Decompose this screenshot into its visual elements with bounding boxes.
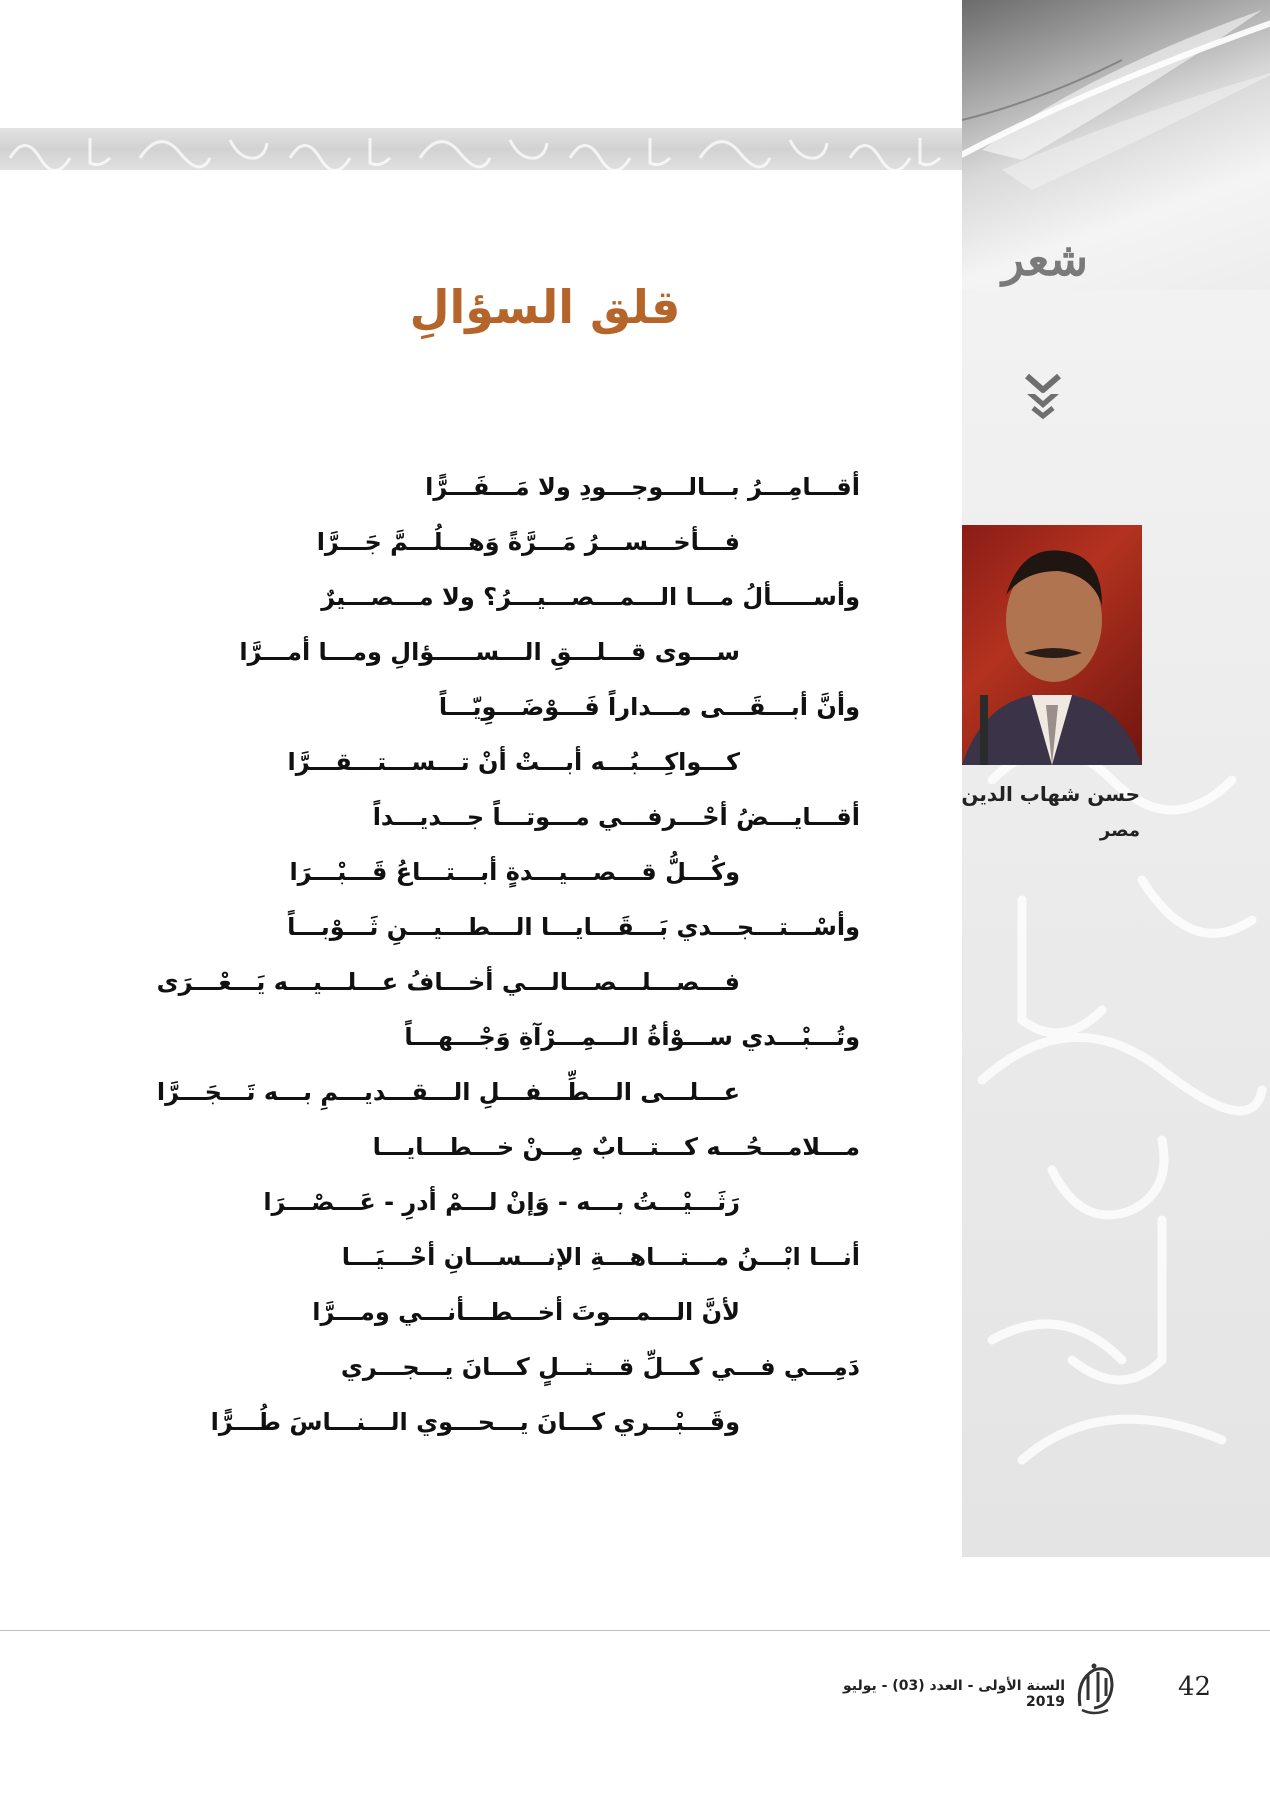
verse-line: لأنَّ الـــمـــوتَ أخـــطـــأنـــي ومـــرَّا bbox=[312, 1298, 740, 1326]
verse-line: أقـــايـــضُ أحْـــرفـــي مـــوتـــاً جـــديـــداً bbox=[372, 803, 860, 831]
calligraphy-pattern-icon bbox=[0, 128, 962, 170]
verse-line: وكُـــلُّ قـــصـــيـــدةٍ أبـــتـــاعُ قَـــبْـــرَا bbox=[289, 858, 740, 886]
author-name: حسن شهاب الدين bbox=[961, 782, 1140, 806]
verse-line: رَثَـــيْـــتُ بـــه - وَإنْ لـــمْ أدرِ - عَـــصْـــرَا bbox=[263, 1188, 740, 1216]
issue-info: السنة الأولى - العدد (03) - يوليو 2019 bbox=[842, 1678, 1065, 1710]
verse-line: وقَـــبْـــري كـــانَ يـــحـــوي الـــنـــاسَ طُـــرًّا bbox=[210, 1408, 740, 1436]
verse-line: وتُـــبْـــدي ســـوْأةُ الـــمِـــرْآةِ وَجْـــهـــاً bbox=[404, 1023, 860, 1051]
verse-line: عـــلـــى الـــطِّـــفـــلِ الـــقـــديـــمِ بـــه تَـــجَـــرَّا bbox=[156, 1078, 740, 1106]
author-country: مصر bbox=[1099, 820, 1140, 841]
verse-line: وأنَّ أبـــقَـــى مـــداراً فَـــوْضَـــوِيّـــاً bbox=[438, 693, 860, 721]
masthead-logo-icon bbox=[1072, 1660, 1118, 1716]
poem-body bbox=[156, 460, 860, 1450]
verse-line: وأســـــألُ مـــا الـــمـــصـــيـــرُ؟ ولا مـــصـــيرٌ bbox=[321, 583, 860, 611]
footer-divider bbox=[0, 1630, 1270, 1631]
verse-line: فـــأخـــســـرُ مَـــرَّةً وَهـــلُـــمَّ جَـــرَّا bbox=[316, 528, 740, 556]
verse-line: فـــصـــلـــصـــالـــي أخـــافُ عـــلـــيـــه يَـــعْـــرَى bbox=[156, 968, 740, 996]
poem-title: قلق السؤالِ bbox=[409, 280, 681, 334]
verse-line: كـــواكِـــبُـــه أبـــتْ أنْ تـــســـتـــقـــرَّا bbox=[287, 748, 740, 776]
verse-line: مـــلامـــحُـــه كـــتـــابٌ مِـــنْ خـــطـــايـــا bbox=[372, 1133, 860, 1161]
verse-line: ســـوى قـــلـــقِ الـــســـــؤالِ ومـــا أمـــرَّا bbox=[239, 638, 740, 666]
verse-line: أنـــا ابْـــنُ مـــتـــاهـــةِ الإنـــســـانِ أحْـــيَـــا bbox=[341, 1243, 860, 1271]
author-photo bbox=[962, 525, 1142, 765]
author-portrait-icon bbox=[962, 525, 1142, 765]
verse-line: دَمِـــي فـــي كـــلِّ قـــتـــلٍ كـــانَ يـــجـــري bbox=[340, 1353, 860, 1381]
chevron-down-icon bbox=[1023, 372, 1063, 420]
section-label: شعر bbox=[1001, 232, 1089, 286]
verse-line: وأسْـــتـــجـــدي بَـــقَـــايـــا الـــطـــيـــنِ ثَـــوْبـــاً bbox=[287, 913, 860, 941]
decorative-calligraphy-band bbox=[0, 128, 962, 170]
verse-line: أقـــامِـــرُ بـــالـــوجـــودِ ولا مَـــفَـــرًّا bbox=[425, 473, 860, 501]
page-number: 42 bbox=[1178, 1672, 1212, 1702]
